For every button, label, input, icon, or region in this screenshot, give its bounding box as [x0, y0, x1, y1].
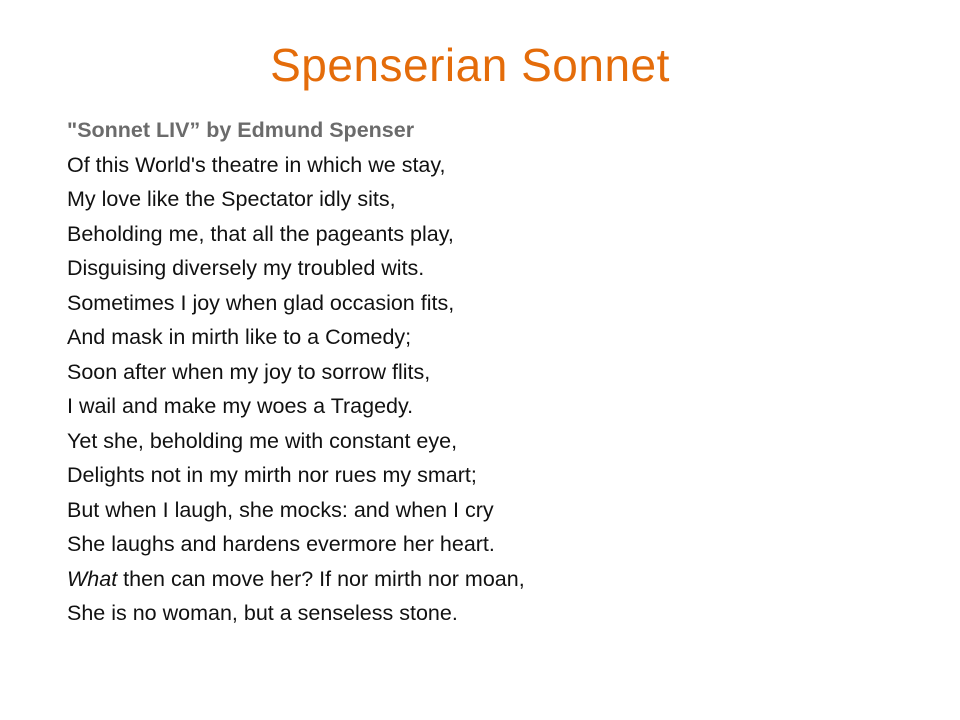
poem-line-13-emphasis: What — [67, 566, 118, 591]
poem-line-13-rest: then can move her? If nor mirth nor moan, — [117, 566, 525, 591]
poem-line-5: Sometimes I joy when glad occasion fits, — [67, 290, 455, 315]
poem-line-11: But when I laugh, she mocks: and when I cry — [67, 497, 494, 522]
poem-line-13 — [67, 562, 927, 597]
poem-line-6: And mask in mirth like to a Comedy; — [67, 325, 412, 349]
poem-line-7: Soon after when my joy to sorrow flits, — [67, 359, 431, 384]
poem-line-12: She laughs and hardens evermore her heart. — [67, 532, 495, 556]
poem-line-8: I wail and make my woes a Tragedy. — [67, 394, 414, 418]
poem-heading: "Sonnet LIV” by Edmund Spenser — [67, 118, 415, 142]
slide-title: Spenserian Sonnet — [270, 39, 670, 91]
poem-line-9: Yet she, beholding me with constant eye, — [67, 428, 458, 453]
poem-line-1: Of this World's theatre in which we stay, — [67, 152, 446, 177]
poem-line-14: She is no woman, but a senseless stone. — [67, 601, 458, 625]
poem-line-3: Beholding me, that all the pageants play, — [67, 221, 454, 246]
poem-line-2: My love like the Spectator idly sits, — [67, 187, 396, 211]
poem-line-4: Disguising diversely my troubled wits. — [67, 256, 425, 280]
poem-body — [67, 113, 927, 631]
poem-line-10: Delights not in my mirth nor rues my smart; — [67, 463, 477, 487]
